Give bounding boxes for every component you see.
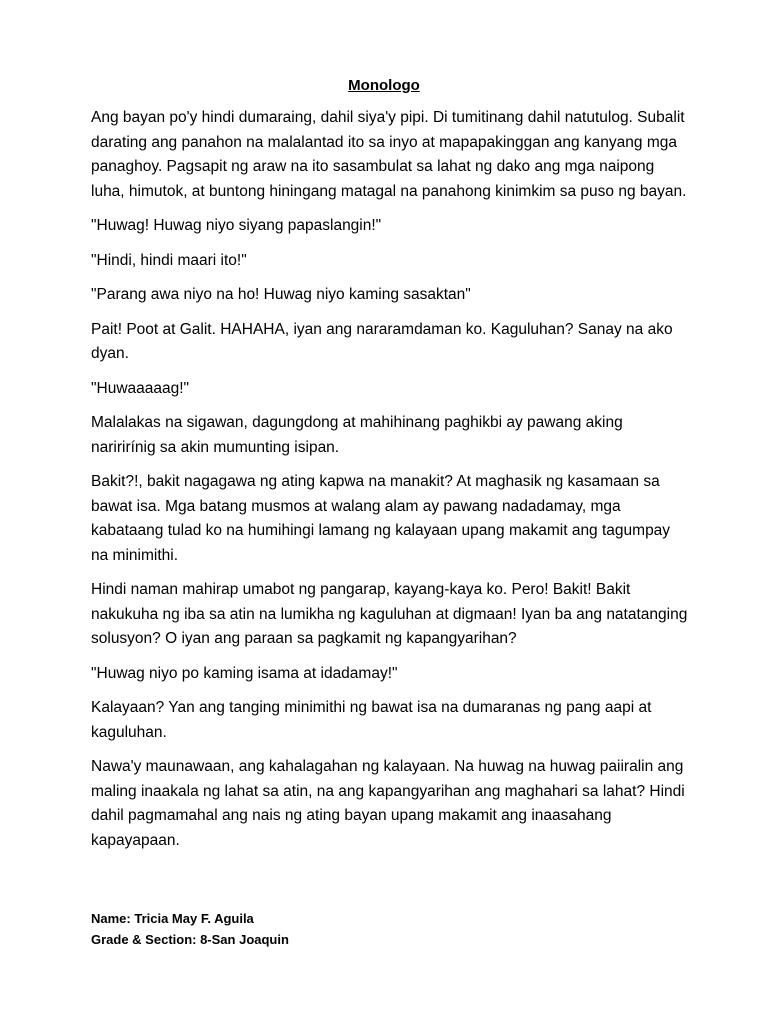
paragraph-12: Nawa'y maunawaan, ang kahalagahan ng kalayaan. Na huwag na huwag paiiralin ang maling inaakala ng lahat sa atin, na ang kapangyarihan ang maghahari sa lahat? Hindi dahil pagmamahal ang nais ng ating bayan upang makamit ang inaasahang kapayapaan. bbox=[91, 758, 685, 849]
paragraph-7: Malalakas na sigawan, dagungdong at mahihinang paghikbi ay pawang aking naririrínig sa akin mumunting isipan. bbox=[91, 414, 623, 456]
paragraph-1: Ang bayan po'y hindi dumaraing, dahil siya'y pipi. Di tumitinang dahil natutulog. Subalit darating ang panahon na malalantad ito sa inyo at mapapakinggan ang kanyang mga panaghoy. Pagsapit ng araw na ito sasambulat sa lahat ng dako ang mga naipong luha, himutok, at buntong hiningang matagal na panahong kinimkim sa puso ng bayan. bbox=[91, 109, 687, 200]
paragraph-3: "Hindi, hindi maari ito!" bbox=[91, 251, 247, 269]
paragraph-2: "Huwag! Huwag niyo siyang papaslangin!" bbox=[91, 217, 382, 234]
paragraph-6: "Huwaaaaag!" bbox=[91, 379, 190, 397]
paragraph-9: Hindi naman mahirap umabot ng pangarap, kayang-kaya ko. Pero! Bakit! Bakit nakukuha ng iba sa atin na lumikha ng kaguluhan at digmaan! Iyan ba ang natatanging solusyon? O iyan ang paraan sa pagkamit ng kapangyarihan? bbox=[91, 581, 688, 647]
paragraph-8: Bakit?!, bakit nagagawa ng ating kapwa na manakit? At maghasik ng kasamaan sa bawat isa. Mga batang musmos at walang alam ay pawang nadadamay, mga kabataang tulad ko na humihingi lamang ng kalayaan upang makamit ang tagumpay na minimithi. bbox=[91, 473, 671, 564]
signature-block bbox=[91, 908, 289, 950]
paragraph-11: Kalayaan? Yan ang tanging minimithi ng bawat isa na dumaranas ng pang aapi at kaguluhan. bbox=[91, 699, 652, 741]
paragraph-5: Pait! Poot at Galit. HAHAHA, iyan ang nararamdaman ko. Kaguluhan? Sanay na ako dyan. bbox=[91, 320, 673, 362]
document-title: Monologo bbox=[348, 77, 420, 94]
paragraph-4: "Parang awa niyo na ho! Huwag niyo kaming sasaktan" bbox=[91, 286, 471, 303]
document-body bbox=[91, 106, 691, 863]
signature-name: Name: Tricia May F. Aguila bbox=[91, 911, 254, 926]
signature-grade-section: Grade & Section: 8-San Joaquin bbox=[91, 932, 289, 947]
paragraph-10: "Huwag niyo po kaming isama at idadamay!" bbox=[91, 664, 398, 682]
